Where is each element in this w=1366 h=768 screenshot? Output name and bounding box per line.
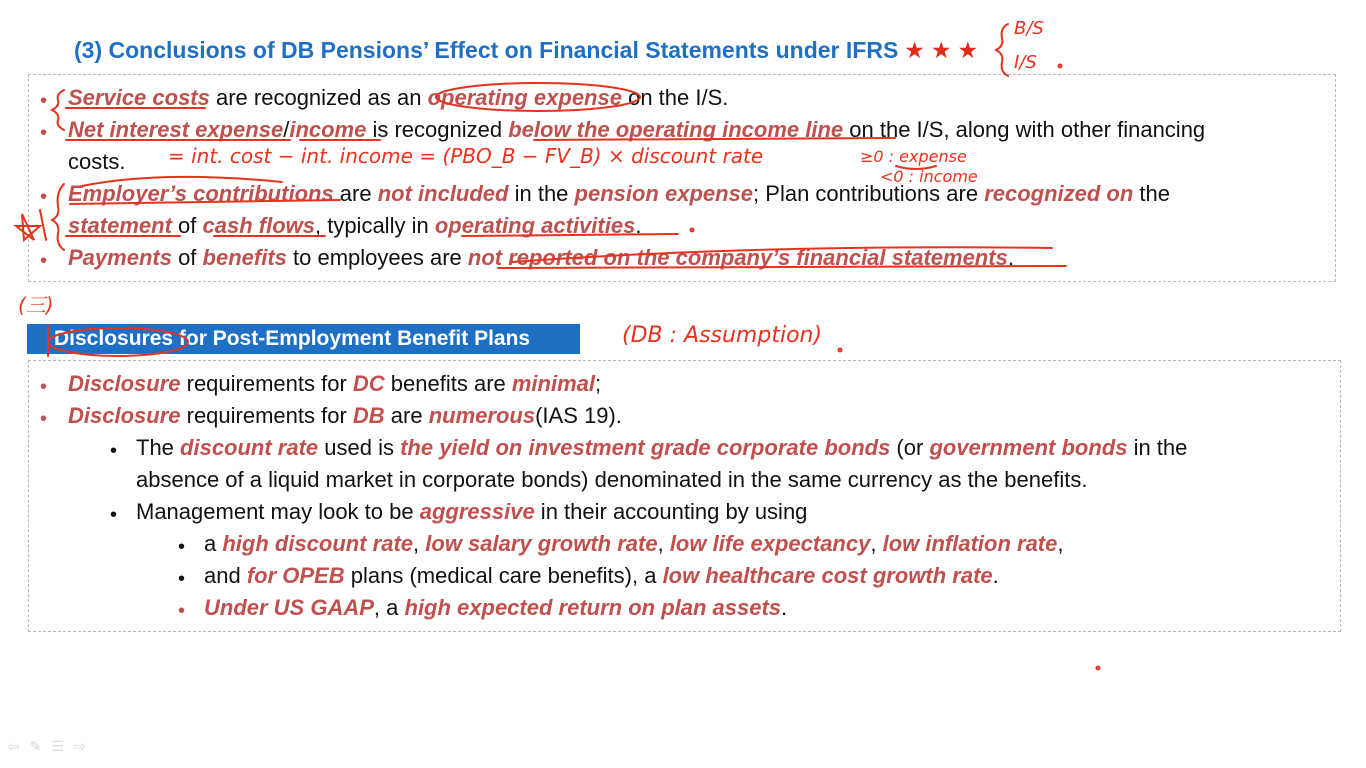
section-banner: Disclosures for Post-Employment Benefit Plans	[27, 324, 580, 354]
dot-mark	[1097, 667, 1100, 670]
page-title: (3) Conclusions of DB Pensions’ Effect on Financial Statements under IFRS ★★★	[74, 37, 985, 63]
annotation-formula: = int. cost − int. income = (PBO_B − FV_B) × discount rate	[168, 144, 764, 168]
bullet: •	[178, 600, 186, 622]
line-db-disclosure: Disclosure requirements for DB are numerous(IAS 19).	[68, 403, 622, 428]
line-payments: Payments of benefits to employees are not reported on the company’s financial statements.	[68, 245, 1014, 270]
bullet: •	[178, 568, 186, 590]
line-net-interest: Net interest expense/income is recognized below the operating income line on the I/S, along with other financing	[68, 117, 1206, 142]
bullet: •	[110, 440, 118, 462]
bullet: •	[40, 376, 48, 398]
pen-icon[interactable]: ✎	[29, 738, 42, 754]
annotation-db-assumption: (DB : Assumption)	[622, 323, 823, 348]
line-management: Management may look to be aggressive in their accounting by using	[136, 499, 808, 524]
line-discount-rate: The discount rate used is the yield on investment grade corporate bonds (or government bonds in the	[136, 435, 1188, 460]
annotation-bs: B/S	[1014, 18, 1044, 39]
line-us-gaap: Under US GAAP, a high expected return on plan assets.	[204, 595, 788, 620]
dot-mark	[1059, 65, 1062, 68]
line-statement-cash-flows: statement of cash flows, typically in operating activities.	[68, 213, 642, 238]
bullet: •	[178, 536, 186, 558]
bullet: •	[40, 90, 48, 112]
menu-icon[interactable]: ☰	[51, 738, 65, 754]
dot-mark	[839, 349, 842, 352]
annotation-income: <0 : income	[880, 167, 978, 186]
bullet: •	[110, 504, 118, 526]
next-arrow-icon[interactable]: ⇨	[74, 738, 86, 754]
line-assumptions: a high discount rate, low salary growth rate, low life expectancy, low inflation rate,	[204, 531, 1064, 556]
prev-arrow-icon[interactable]: ⇦	[8, 738, 20, 754]
annotation-three: (三)	[18, 293, 54, 317]
annotation-expense: ≥0 : expense	[860, 147, 967, 166]
annotation-is: I/S	[1014, 52, 1037, 73]
rating-stars: ★★★	[904, 37, 985, 63]
line-opeb: and for OPEB plans (medical care benefits), a low healthcare cost growth rate.	[204, 563, 999, 588]
line-absence: absence of a liquid market in corporate bonds) denominated in the same currency as the benefits.	[136, 467, 1088, 492]
line-costs: costs.	[68, 149, 126, 174]
line-dc-disclosure: Disclosure requirements for DC benefits are minimal;	[68, 371, 602, 396]
brace-mark	[996, 24, 1008, 76]
bullet: •	[40, 186, 48, 208]
line-service-costs: Service costs are recognized as an operating expense on the I/S.	[68, 85, 729, 110]
bullet: •	[40, 250, 48, 272]
slide-nav	[8, 738, 86, 755]
line-employer-contributions: Employer’s contributions are not included in the pension expense; Plan contributions are recognized on the	[68, 181, 1171, 206]
bullet: •	[40, 408, 48, 430]
bullet: •	[40, 122, 48, 144]
